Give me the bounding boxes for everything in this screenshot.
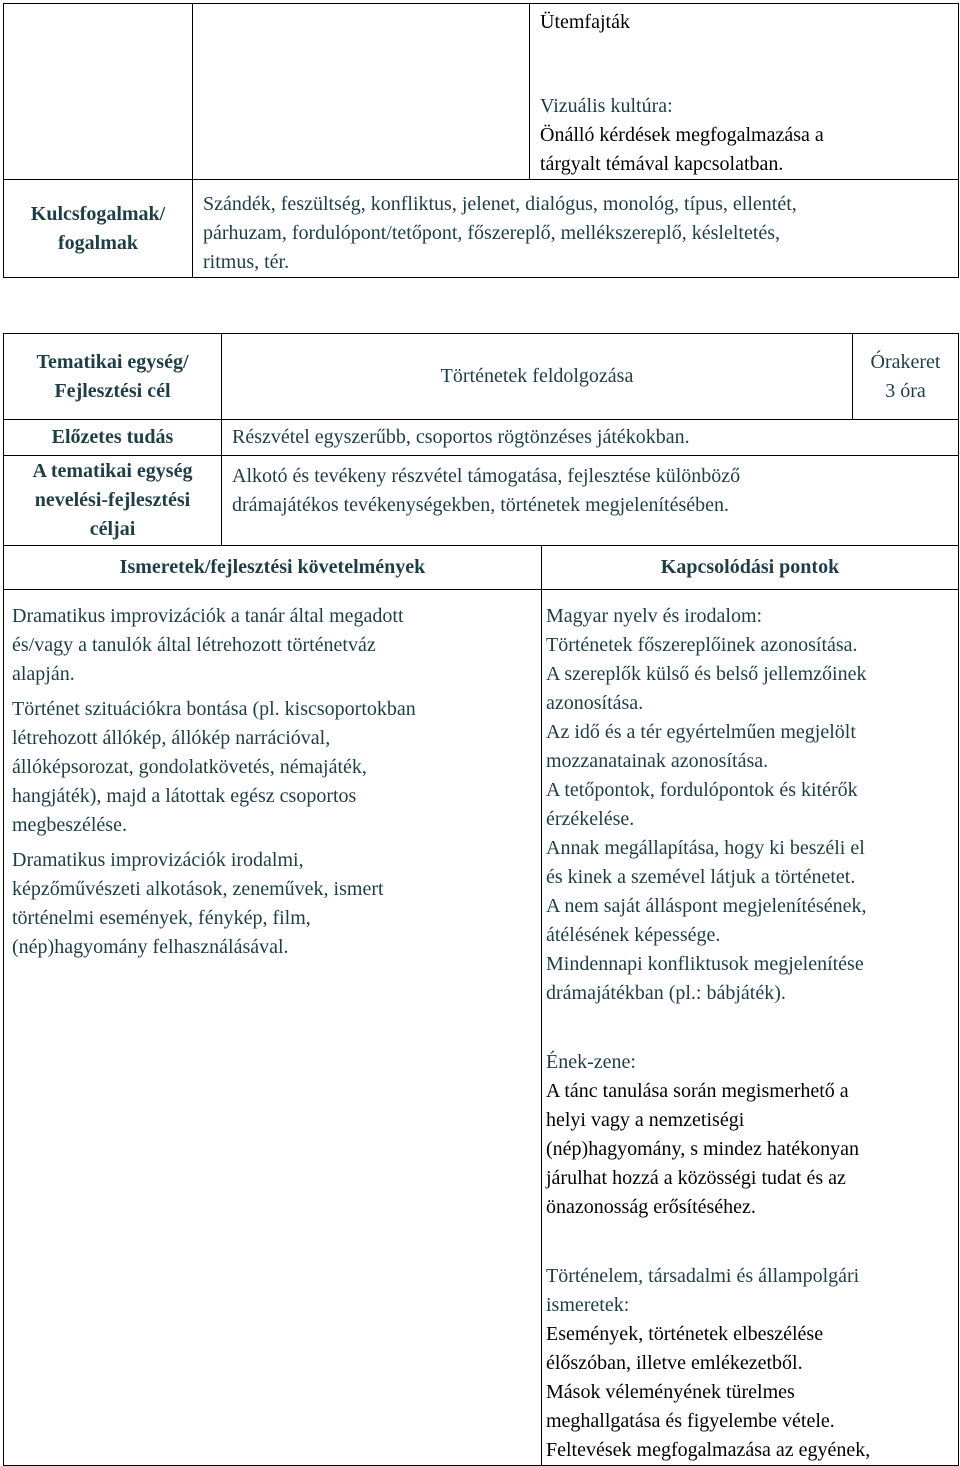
- kapcs-line: önazonosság erősítéséhez.: [546, 1196, 756, 1218]
- kapcs-group-tortenelem: [546, 1262, 958, 1465]
- kapcs-line: A szereplők külső és belső jellemzőinek: [546, 663, 867, 685]
- kulcsfogalmak-line: ritmus, tér.: [203, 251, 290, 273]
- vizualis-line: Önálló kérdések megfogalmazása a: [540, 124, 824, 146]
- ismeretek-line: alapján.: [12, 663, 75, 685]
- kapcsolodasi-header: Kapcsolódási pontok: [660, 556, 840, 578]
- utemfajtak-label: Ütemfajták: [540, 11, 630, 33]
- elozetes-text-cell: [222, 420, 959, 456]
- celjai-line: drámajátékos tevékenységekben, történetek megjelenítésében.: [232, 494, 730, 516]
- elozetes-label-cell: [4, 420, 222, 456]
- kapcs-line: átélésének képessége.: [546, 924, 721, 946]
- ismeretek-header-cell: [4, 546, 542, 590]
- kapcs-line: Feltevések megfogalmazása az egyének,: [546, 1439, 871, 1461]
- kulcsfogalmak-line: Szándék, feszültség, konfliktus, jelenet, dialógus, monológ, típus, ellentét,: [203, 193, 797, 215]
- top-table: [3, 3, 959, 278]
- kapcs-line: Mások véleményének türelmes: [546, 1381, 795, 1403]
- ismeretek-line: Dramatikus improvizációk a tanár által megadott: [12, 605, 404, 627]
- ismeretek-line: Dramatikus improvizációk irodalmi,: [12, 849, 304, 871]
- kapcs-line: élőszóban, illetve emlékezetből.: [546, 1352, 803, 1374]
- ismeretek-body-cell: [4, 590, 542, 1466]
- kapcs-line: Történetek főszereplőinek azonosítása.: [546, 634, 858, 656]
- empty-cell-top-middle: [193, 4, 530, 180]
- ismeretek-line: Történet szituációkra bontása (pl. kiscsoportokban: [12, 698, 416, 720]
- tematikai-label: Tematikai egység/: [36, 350, 189, 373]
- kapcs-line: járulhat hozzá a közösségi tudat és az: [546, 1167, 846, 1189]
- elozetes-text: Részvétel egyszerűbb, csoportos rögtönzéses játékokban.: [232, 426, 690, 448]
- kulcsfogalmak-label: fogalmak: [58, 231, 138, 254]
- kapcs-line: A tánc tanulása során megismerhető a: [546, 1080, 849, 1102]
- celjai-line: Alkotó és tevékeny részvétel támogatása, fejlesztése különböző: [232, 465, 741, 487]
- celjai-label: nevelési-fejlesztési: [34, 489, 191, 511]
- ismeretek-header: Ismeretek/fejlesztési követelmények: [119, 556, 426, 578]
- celjai-label: céljai: [89, 518, 136, 540]
- kapcs-line: meghallgatása és figyelembe vétele.: [546, 1410, 835, 1432]
- main-table: [3, 333, 959, 1466]
- ismeretek-line: és/vagy a tanulók által létrehozott történetváz: [12, 634, 376, 656]
- kapcs-line: és kinek a szemével látjuk a történetet.: [546, 866, 856, 888]
- ismeretek-line: (nép)hagyomány felhasználásával.: [12, 936, 289, 958]
- kapcs-line: érzékelése.: [546, 808, 635, 830]
- ismeretek-line: hangjáték), majd a látottak egész csoportos: [12, 785, 357, 807]
- celjai-text-cell: [222, 456, 959, 546]
- kulcsfogalmak-label-cell: [4, 180, 193, 278]
- ismeretek-line: létrehozott állókép, állókép narrációval,: [12, 727, 331, 749]
- kulcsfogalmak-line: párhuzam, fordulópont/tetőpont, főszereplő, mellékszereplő, késleltetés,: [203, 222, 781, 244]
- vizualis-line: tárgyalt témával kapcsolatban.: [540, 153, 784, 175]
- orakeret-cell: [853, 334, 959, 420]
- ismeretek-line: történelmi események, fénykép, film,: [12, 907, 311, 929]
- kapcs-group-enek-zene: [546, 1048, 958, 1222]
- elozetes-label: Előzetes tudás: [51, 426, 174, 448]
- kapcsolodasi-header-cell: [542, 546, 959, 590]
- kapcs-group-title: Történelem, társadalmi és állampolgári: [546, 1265, 860, 1287]
- tematikai-title: Történetek feldolgozása: [440, 365, 634, 387]
- kapcs-line: (nép)hagyomány, s mindez hatékonyan: [546, 1138, 860, 1160]
- kapcs-group-title: Ének-zene:: [546, 1051, 636, 1073]
- kapcs-group-title: Magyar nyelv és irodalom:: [546, 605, 763, 627]
- kapcs-line: helyi vagy a nemzetiségi: [546, 1109, 745, 1131]
- kulcsfogalmak-label: Kulcsfogalmak/: [30, 202, 166, 225]
- tematikai-title-cell: [222, 334, 853, 420]
- orakeret-label: Órakeret: [870, 350, 941, 373]
- kapcs-line: azonosítása.: [546, 692, 644, 714]
- ismeretek-line: állóképsorozat, gondolatkövetés, némajáték,: [12, 756, 367, 778]
- vizualis-title: Vizuális kultúra:: [540, 95, 673, 117]
- tematikai-label: Fejlesztési cél: [54, 379, 171, 402]
- empty-cell-top-left: [4, 4, 193, 180]
- kapcs-group-title: ismeretek:: [546, 1294, 630, 1316]
- kapcs-line: Annak megállapítása, hogy ki beszéli el: [546, 837, 865, 859]
- ismeretek-paragraph: [12, 846, 541, 962]
- utemfajtak-cell: [530, 4, 959, 180]
- kapcs-line: Mindennapi konfliktusok megjelenítése: [546, 953, 864, 975]
- celjai-label-cell: [4, 456, 222, 546]
- kulcsfogalmak-text-cell: [193, 180, 959, 278]
- kapcs-line: A nem saját álláspont megjelenítésének,: [546, 895, 867, 917]
- kapcs-line: mozzanatainak azonosítása.: [546, 750, 769, 772]
- orakeret-value: 3 óra: [885, 379, 926, 402]
- celjai-label: A tematikai egység: [32, 460, 193, 482]
- ismeretek-line: képzőművészeti alkotások, zeneművek, ismert: [12, 878, 384, 900]
- kapcsolodasi-body-cell: [542, 590, 959, 1466]
- ismeretek-line: megbeszélése.: [12, 814, 127, 836]
- kapcs-group-magyar: [546, 602, 958, 1008]
- kapcs-line: Események, történetek elbeszélése: [546, 1323, 824, 1345]
- kapcs-line: A tetőpontok, fordulópontok és kitérők: [546, 779, 858, 801]
- kapcs-line: Az idő és a tér egyértelműen megjelölt: [546, 721, 856, 743]
- tematikai-label-cell: [4, 334, 222, 420]
- kapcs-line: drámajátékban (pl.: bábjáték).: [546, 982, 786, 1004]
- ismeretek-paragraph: [12, 695, 541, 840]
- ismeretek-paragraph: [12, 602, 541, 689]
